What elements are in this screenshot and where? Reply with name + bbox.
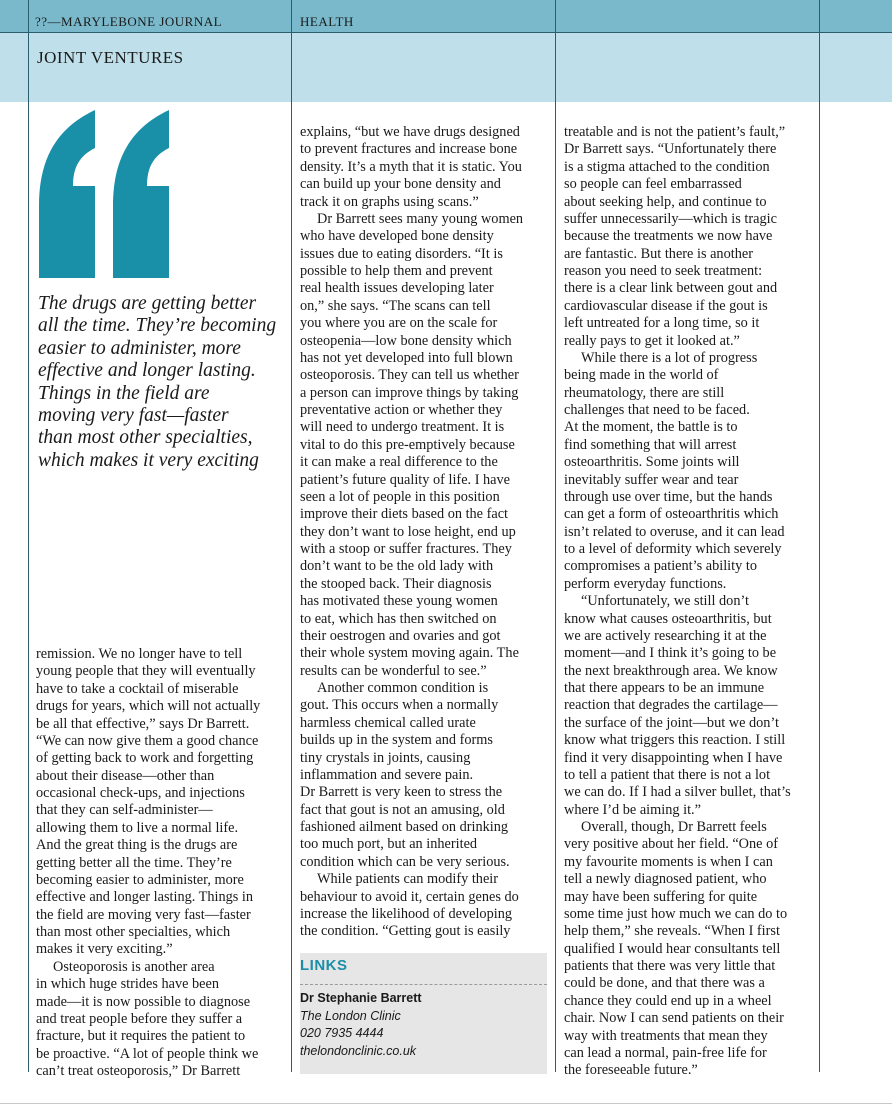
body-text-line: can’t treat osteoporosis,” Dr Barrett xyxy=(36,1063,241,1079)
body-text-line: we can do. If I had a silver bullet, that’s xyxy=(564,784,791,801)
body-text-line: fact that gout is not an amusing, old xyxy=(300,801,505,818)
body-text-line: possible to help them and prevent xyxy=(300,263,493,279)
body-text-line: to prevent fractures and increase bone xyxy=(300,141,518,158)
page-footer-rule xyxy=(0,1103,892,1104)
body-text-line: really pays to get it looked at.” xyxy=(564,332,740,349)
open-quote-icon xyxy=(35,108,175,278)
body-text-line: have to take a cocktail of miserable xyxy=(36,680,239,697)
body-text-line: density. It’s a myth that it is static. You xyxy=(300,158,522,175)
body-text-line: to eat, which has then switched on xyxy=(300,610,497,627)
body-text-line: reason you need to seek treatment: xyxy=(564,263,763,279)
body-text-line: osteoarthritis. Some joints will xyxy=(564,454,740,471)
body-text-line: preventative action or whether they xyxy=(300,402,503,418)
body-text-line: they don’t want to lose height, end up xyxy=(300,523,516,540)
body-text-line: can get a form of osteoarthritis which xyxy=(564,506,779,523)
body-text-line: their oestrogen and ovaries and got xyxy=(300,627,501,644)
journal-running-head: ??—MARYLEBONE JOURNAL xyxy=(35,14,223,29)
body-text-line: Dr Barrett sees many young women xyxy=(317,210,524,227)
body-text-line: results can be wonderful to see.” xyxy=(300,662,487,679)
body-text-line: too much port, but an inherited xyxy=(300,836,478,853)
body-text-line: behaviour to avoid it, certain genes do xyxy=(300,888,519,905)
body-text-line: treatable and is not the patient’s fault,” xyxy=(564,124,786,140)
body-text-line: we are actively researching it at the xyxy=(564,627,767,644)
body-text-line: know what triggers this reaction. I still xyxy=(564,732,786,749)
pull-quote-line: than most other specialties, xyxy=(38,427,253,449)
body-text-line: tiny crystals in joints, causing xyxy=(300,749,471,766)
header-rule xyxy=(0,32,892,33)
links-box xyxy=(300,953,547,1074)
body-text-line: patient’s future quality of life. I have xyxy=(300,471,511,488)
body-text-line: made—it is now possible to diagnose xyxy=(36,993,251,1010)
body-text-line: the field are moving very fast—faster xyxy=(36,906,251,923)
body-text-line: can lead a normal, pain-free life for xyxy=(564,1044,767,1061)
body-text-line: so people can feel embarrassed xyxy=(564,176,742,193)
body-text-line: makes it very exciting.” xyxy=(36,941,173,958)
body-text-line: are fantastic. But there is another xyxy=(564,245,753,262)
body-text-line: it can make a real difference to the xyxy=(300,454,498,471)
body-text-line: the condition. “Getting gout is easily xyxy=(300,923,511,940)
article-column-1 xyxy=(36,646,288,1080)
body-text-line: increase the likelihood of developing xyxy=(300,905,513,922)
body-text-line: chair. Now I can send patients on their xyxy=(564,1010,784,1027)
column-rule-1 xyxy=(28,0,29,1072)
body-text-line: being made in the world of xyxy=(564,367,719,384)
body-text-line: to a level of deformity which severely xyxy=(564,541,782,557)
links-clinic: The London Clinic xyxy=(300,1008,401,1023)
body-text-line: cardiovascular disease if the gout is xyxy=(564,297,768,314)
body-text-line: getting better all the time. They’re xyxy=(36,854,232,871)
body-text-line: And the great thing is the drugs are xyxy=(36,837,238,854)
pull-quote xyxy=(38,293,288,472)
pull-quote-line: easier to administer, more xyxy=(38,337,241,359)
links-title: LINKS xyxy=(300,957,348,974)
body-text-line: way with treatments that mean they xyxy=(564,1027,768,1044)
body-text-line: there is a clear link between gout and xyxy=(564,280,778,297)
body-text-line: about their disease—other than xyxy=(36,767,215,784)
body-text-line: about seeking help, and continue to xyxy=(564,193,767,210)
body-text-line: the next breakthrough area. We know xyxy=(564,662,778,679)
body-text-line: a person can improve things by taking xyxy=(300,384,519,401)
body-text-line: has not yet developed into full blown xyxy=(300,349,513,366)
body-text-line: the surface of the joint—but we don’t xyxy=(564,714,779,731)
body-text-line: osteopenia—low bone density which xyxy=(300,332,512,349)
body-text-line: you where you are on the scale for xyxy=(300,315,498,332)
links-name: Dr Stephanie Barrett xyxy=(300,991,422,1005)
body-text-line: know what causes osteoarthritis, but xyxy=(564,610,772,627)
body-text-line: the stooped back. Their diagnosis xyxy=(300,575,492,592)
article-title: JOINT VENTURES xyxy=(37,48,184,67)
body-text-line: gout. This occurs when a normally xyxy=(300,697,499,714)
pull-quote-line: all the time. They’re becoming xyxy=(38,315,277,337)
body-text-line: While patients can modify their xyxy=(317,871,499,888)
body-text-line: find it very disappointing when I have xyxy=(564,749,783,766)
body-text-line: inflammation and severe pain. xyxy=(300,766,474,783)
body-text-line: young people that they will eventually xyxy=(36,663,256,680)
body-text-line: Dr Barrett is very keen to stress the xyxy=(300,784,503,801)
links-website[interactable]: thelondonclinic.co.uk xyxy=(300,1043,417,1058)
body-text-line: that there appears to be an immune xyxy=(564,680,765,696)
body-text-line: can build up your bone density and xyxy=(300,176,501,193)
body-text-line: where I’d be aiming it.” xyxy=(564,801,701,818)
body-text-line: condition which can be very serious. xyxy=(300,853,510,870)
body-text-line: occasional check-ups, and injections xyxy=(36,785,245,801)
body-text-line: effective and longer lasting. Things in xyxy=(36,889,254,906)
pull-quote-line: moving very fast—faster xyxy=(38,405,229,427)
body-text-line: improve their diets based on the fact xyxy=(300,506,509,523)
body-text-line: real health issues developing later xyxy=(300,280,494,297)
body-text-line: their whole system moving again. The xyxy=(300,645,519,662)
body-text-line: fracture, but it requires the patient to xyxy=(36,1028,246,1045)
body-text-line: inevitably suffer wear and tear xyxy=(564,471,739,488)
pull-quote-line: Things in the field are xyxy=(38,382,210,404)
body-text-line: chance they could end up in a wheel xyxy=(564,992,772,1009)
body-text-line: drugs for years, which will not actually xyxy=(36,698,261,715)
body-text-line: Osteoporosis is another area xyxy=(53,958,215,975)
body-text-line: be proactive. “A lot of people think we xyxy=(36,1045,259,1062)
body-text-line: may have been suffering for quite xyxy=(564,888,758,905)
body-text-line: through use over time, but the hands xyxy=(564,488,773,505)
body-text-line: challenges that need to be faced. xyxy=(564,402,750,418)
body-text-line: While there is a lot of progress xyxy=(581,349,758,366)
body-text-line: very positive about her field. “One of xyxy=(564,836,778,853)
pull-quote-line: effective and longer lasting. xyxy=(38,360,256,382)
body-text-line: because the treatments we now have xyxy=(564,228,773,245)
body-text-line: “Unfortunately, we still don’t xyxy=(581,593,749,610)
body-text-line: my favourite moments is when I can xyxy=(564,853,773,870)
body-text-line: perform everyday functions. xyxy=(564,575,727,592)
column-rule-4 xyxy=(819,0,820,1072)
body-text-line: rheumatology, there are still xyxy=(564,384,725,401)
body-text-line: be all that effective,” says Dr Barrett. xyxy=(36,715,250,732)
article-column-2 xyxy=(300,124,552,941)
body-text-line: left untreated for a long time, so it xyxy=(564,315,760,332)
article-column-3 xyxy=(564,124,816,1080)
pull-quote-line: The drugs are getting better xyxy=(38,293,257,314)
body-text-line: “We can now give them a good chance xyxy=(36,732,259,749)
links-phone: 020 7935 4444 xyxy=(300,1026,384,1041)
links-divider xyxy=(300,984,547,985)
body-text-line: to tell a patient that there is not a lot xyxy=(564,766,771,783)
body-text-line: builds up in the system and forms xyxy=(300,732,493,749)
body-text-line: seen a lot of people in this position xyxy=(300,488,500,505)
body-text-line: vital to do this pre-emptively because xyxy=(300,436,515,453)
body-text-line: issues due to eating disorders. “It is xyxy=(300,245,503,262)
body-text-line: who have developed bone density xyxy=(300,228,494,245)
body-text-line: on,” she says. “The scans can tell xyxy=(300,297,491,314)
body-text-line: with a stoop or suffer fractures. They xyxy=(300,541,512,557)
body-text-line: of getting back to work and forgetting xyxy=(36,750,254,767)
body-text-line: reaction that degrades the cartilage— xyxy=(564,697,778,714)
body-text-line: in which huge strides have been xyxy=(36,976,220,993)
body-text-line: patients that there was very little that xyxy=(564,958,776,974)
body-text-line: explains, “but we have drugs designed xyxy=(300,124,520,140)
body-text-line: isn’t related to overuse, and it can lead xyxy=(564,523,785,540)
column-rule-2 xyxy=(291,0,292,1072)
body-text-line: some time just how much we can do to xyxy=(564,905,788,922)
pull-quote-line: which makes it very exciting xyxy=(38,449,259,471)
body-text-line: don’t want to be the old lady with xyxy=(300,558,494,575)
body-text-line: that they can self-administer— xyxy=(36,802,213,819)
body-text-line: and treat people before they suffer a xyxy=(36,1010,243,1027)
body-text-line: Dr Barrett says. “Unfortunately there xyxy=(564,141,777,158)
body-text-line: allowing them to live a normal life. xyxy=(36,819,239,836)
body-text-line: qualified I would hear consultants tell xyxy=(564,940,781,957)
body-text-line: will need to undergo treatment. It is xyxy=(300,419,505,436)
body-text-line: remission. We no longer have to tell xyxy=(36,646,243,662)
body-text-line: becoming easier to administer, more xyxy=(36,871,244,888)
body-text-line: Overall, though, Dr Barrett feels xyxy=(581,819,767,835)
body-text-line: harmless chemical called urate xyxy=(300,714,476,731)
body-text-line: tell a newly diagnosed patient, who xyxy=(564,871,767,888)
body-text-line: osteoporosis. They can tell us whether xyxy=(300,367,519,384)
links-details xyxy=(300,990,422,1060)
body-text-line: the foreseeable future.” xyxy=(564,1062,698,1079)
body-text-line: moment—and I think it’s going to be xyxy=(564,645,777,662)
body-text-line: compromises a patient’s ability to xyxy=(564,558,757,575)
body-text-line: Another common condition is xyxy=(317,680,489,696)
body-text-line: suffer unnecessarily—which is tragic xyxy=(564,210,777,227)
body-text-line: is a stigma attached to the condition xyxy=(564,158,770,175)
body-text-line: has motivated these young women xyxy=(300,593,498,610)
body-text-line: help them,” she reveals. “When I first xyxy=(564,923,780,940)
body-text-line: fashioned ailment based on drinking xyxy=(300,819,509,835)
body-text-line: track it on graphs using scans.” xyxy=(300,193,479,210)
body-text-line: At the moment, the battle is to xyxy=(564,419,738,436)
section-running-head: HEALTH xyxy=(300,14,354,29)
column-rule-3 xyxy=(555,0,556,1072)
body-text-line: than most other specialties, which xyxy=(36,924,231,940)
body-text-line: find something that will arrest xyxy=(564,436,737,453)
body-text-line: could be done, and that there was a xyxy=(564,975,765,992)
